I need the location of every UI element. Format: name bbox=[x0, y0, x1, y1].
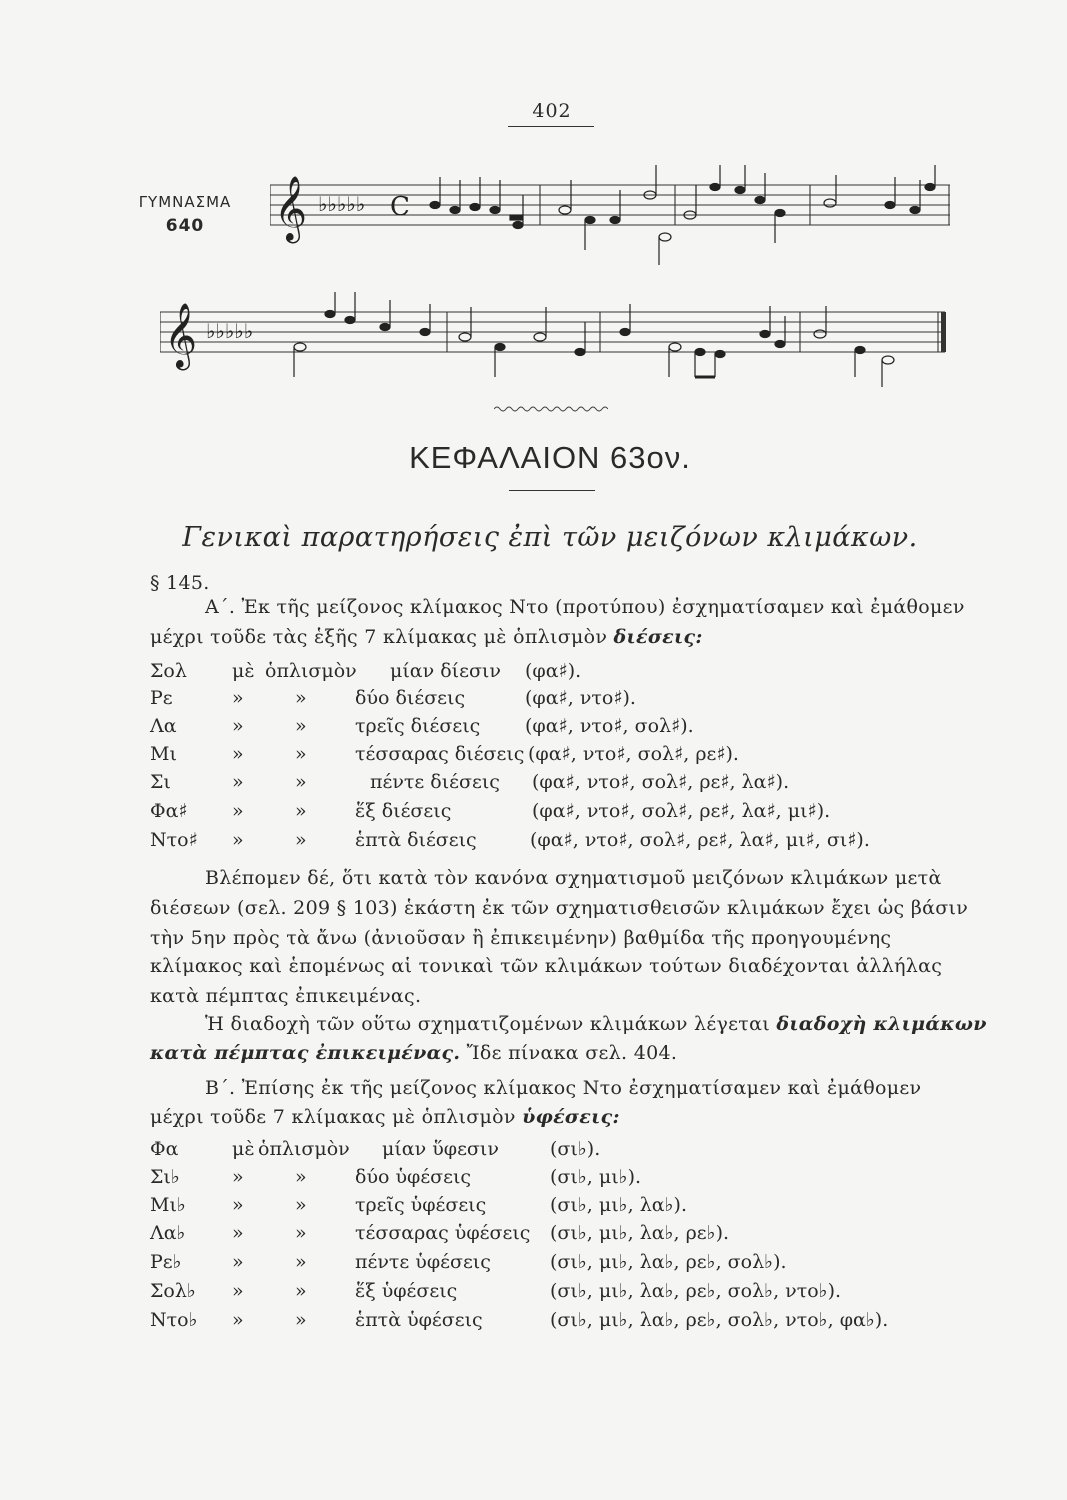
accidental-list: (φα♯). bbox=[525, 660, 582, 682]
page-number: 402 bbox=[532, 100, 572, 122]
paragraph-line: κατὰ πέμπτας ἐπικειμένας. bbox=[150, 985, 422, 1007]
scale-name: Λα♭ bbox=[150, 1222, 186, 1244]
ditto-2: » bbox=[295, 687, 307, 709]
accidental-count: ἑπτὰ διέσεις bbox=[355, 829, 477, 851]
section-heading: Γενικαὶ παρατηρήσεις ἐπὶ τῶν μειζόνων κλιμάκων. bbox=[182, 522, 918, 553]
accidental-list: (φα♯, ντο♯, σολ♯, ρε♯, λα♯, μι♯). bbox=[532, 800, 831, 822]
accidental-count: πέντε διέσεις bbox=[370, 771, 500, 793]
accidental-count: ἑπτὰ ὑφέσεις bbox=[355, 1309, 483, 1331]
part-a-line2-text: μέχρι τοῦδε τὰς ἑξῆς 7 κλίμακας μὲ ὁπλισμὸν bbox=[150, 626, 608, 648]
ditto-2: » bbox=[295, 1309, 307, 1331]
table-row bbox=[150, 829, 980, 857]
paragraph-line: τὴν 5ην πρὸς τὰ ἄνω (ἀνιοῦσαν ἢ ἐπικειμένην) βαθμίδα τῆς προηγουμένης bbox=[150, 927, 892, 949]
accidental-count: μίαν δίεσιν bbox=[390, 660, 501, 682]
scale-name: Φα bbox=[150, 1138, 179, 1160]
paragraph-line: κλίμακος καὶ ἑπομένως αἱ τονικαὶ τῶν κλιμάκων τούτων διαδέχονται ἀλλήλας bbox=[150, 955, 943, 977]
accidental-list: (σι♭, μι♭, λα♭, ρε♭, σολ♭, ντο♭, φα♭). bbox=[550, 1309, 889, 1331]
accidental-list: (σι♭, μι♭, λα♭, ρε♭). bbox=[550, 1222, 730, 1244]
flat-key-signature-icon: ♭♭♭♭♭ bbox=[206, 319, 254, 343]
ditto-2: » bbox=[295, 743, 307, 765]
scale-name: Σολ bbox=[150, 660, 187, 682]
exercise-number: 640 bbox=[165, 216, 205, 236]
part-b-line2-bold: ὑφέσεις: bbox=[522, 1106, 620, 1128]
table-row bbox=[150, 771, 980, 799]
table-row bbox=[150, 743, 980, 771]
scale-name: Ντο♭ bbox=[150, 1309, 198, 1331]
table-row bbox=[150, 1280, 980, 1308]
exercise-title: ΓΥΜΝΑΣΜΑ bbox=[138, 193, 232, 211]
scale-name: Φα♯ bbox=[150, 800, 188, 822]
paragraph-line: Βλέπομεν δέ, ὅτι κατὰ τὸν κανόνα σχηματισμοῦ μειζόνων κλιμάκων μετὰ bbox=[205, 867, 942, 889]
scale-name: Σι♭ bbox=[150, 1166, 180, 1188]
page-number-rule bbox=[508, 126, 594, 127]
accidental-count: δύο ὑφέσεις bbox=[355, 1166, 472, 1188]
ditto-1: » bbox=[232, 1222, 244, 1244]
accidental-list: (φα♯, ντο♯, σολ♯). bbox=[525, 715, 694, 737]
table-row bbox=[150, 800, 980, 828]
part-b-line2-text: μέχρι τοῦδε 7 κλίμακας μὲ ὁπλισμὸν bbox=[150, 1106, 516, 1128]
scale-name: Ντο♯ bbox=[150, 829, 198, 851]
table-row bbox=[150, 1309, 980, 1337]
table-row bbox=[150, 1138, 980, 1166]
ditto-2: ὁπλισμὸν bbox=[265, 660, 357, 682]
ditto-1: » bbox=[232, 715, 244, 737]
part-a-line2-bold: διέσεις: bbox=[613, 626, 703, 648]
scale-name: Ρε♭ bbox=[150, 1251, 182, 1273]
accidental-count: τρεῖς διέσεις bbox=[355, 715, 481, 737]
table-row bbox=[150, 715, 980, 743]
table-row bbox=[150, 1194, 980, 1222]
ditto-2: » bbox=[295, 1251, 307, 1273]
accidental-list: (φα♯, ντο♯, σολ♯, ρε♯, λα♯, μι♯, σι♯). bbox=[530, 829, 870, 851]
treble-clef-icon: 𝄞 bbox=[164, 303, 198, 368]
ditto-2: » bbox=[295, 1280, 307, 1302]
accidental-list: (σι♭, μι♭, λα♭). bbox=[550, 1194, 687, 1216]
table-row bbox=[150, 1166, 980, 1194]
ditto-2: » bbox=[295, 715, 307, 737]
paragraph-2-reference: Ἴδε πίνακα σελ. 404. bbox=[466, 1042, 678, 1064]
scale-name: Μι♭ bbox=[150, 1194, 186, 1216]
music-staff-1 bbox=[270, 165, 955, 275]
chapter-rule bbox=[509, 490, 595, 491]
table-row bbox=[150, 660, 980, 688]
ditto-2: » bbox=[295, 800, 307, 822]
accidental-list: (σι♭, μι♭, λα♭, ρε♭, σολ♭). bbox=[550, 1251, 787, 1273]
accidental-count: ἕξ διέσεις bbox=[355, 800, 452, 822]
ditto-1: μὲ bbox=[232, 660, 255, 682]
paragraph-2-line1 bbox=[205, 1013, 1025, 1035]
ditto-2: » bbox=[295, 1166, 307, 1188]
ditto-2: » bbox=[295, 771, 307, 793]
ditto-1: » bbox=[232, 1166, 244, 1188]
scale-name: Μι bbox=[150, 743, 177, 765]
paragraph-2-term: διαδοχὴ κλιμάκων bbox=[776, 1013, 987, 1035]
accidental-count: τέσσαρας ὑφέσεις bbox=[355, 1222, 531, 1244]
accidental-list: (σι♭). bbox=[550, 1138, 601, 1160]
accidental-list: (σι♭, μι♭). bbox=[550, 1166, 642, 1188]
paragraph-line: διέσεων (σελ. 209 § 103) ἑκάστη ἐκ τῶν σχηματισθεισῶν κλιμάκων ἔχει ὡς βάσιν bbox=[150, 897, 969, 919]
accidental-count: τρεῖς ὑφέσεις bbox=[355, 1194, 487, 1216]
ditto-2: ὁπλισμὸν bbox=[258, 1138, 350, 1160]
ditto-1: » bbox=[232, 771, 244, 793]
notes-group-2 bbox=[294, 292, 894, 387]
accidental-list: (φα♯, ντο♯, σολ♯, ρε♯, λα♯). bbox=[532, 771, 790, 793]
ditto-1: » bbox=[232, 800, 244, 822]
flat-key-signature-icon: ♭♭♭♭♭ bbox=[318, 192, 366, 216]
common-time-icon: C bbox=[390, 192, 410, 222]
ditto-1: μὲ bbox=[232, 1138, 255, 1160]
accidental-list: (φα♯, ντο♯, σολ♯, ρε♯). bbox=[528, 743, 739, 765]
paragraph-2-term-cont: κατὰ πέμπτας ἐπικειμένας. bbox=[150, 1042, 461, 1064]
ditto-2: » bbox=[295, 829, 307, 851]
scale-name: Ρε bbox=[150, 687, 173, 709]
exercise-label bbox=[120, 190, 250, 238]
section-number: § 145. bbox=[150, 572, 210, 594]
table-row bbox=[150, 1222, 980, 1250]
ditto-1: » bbox=[232, 1309, 244, 1331]
scale-name: Λα bbox=[150, 715, 177, 737]
part-b-line1: Β΄. Ἐπίσης ἐκ τῆς μείζονος κλίμακος Ντο ἐσχηματίσαμεν καὶ ἐμάθομεν bbox=[205, 1077, 922, 1099]
part-a-line1: Α΄. Ἐκ τῆς μείζονος κλίμακος Ντο (προτύπου) ἐσχηματίσαμεν καὶ ἐμάθομεν bbox=[205, 596, 965, 618]
part-a-line2 bbox=[150, 626, 970, 648]
ditto-1: » bbox=[232, 743, 244, 765]
accidental-count: μίαν ὕφεσιν bbox=[382, 1138, 499, 1160]
ditto-1: » bbox=[232, 687, 244, 709]
paragraph-2-line2 bbox=[150, 1042, 970, 1064]
accidental-count: δύο διέσεις bbox=[355, 687, 466, 709]
ditto-1: » bbox=[232, 1251, 244, 1273]
table-row bbox=[150, 1251, 980, 1279]
treble-clef-icon: 𝄞 bbox=[274, 176, 308, 241]
paragraph-2-text: Ἡ διαδοχὴ τῶν οὕτω σχηματιζομένων κλιμάκων λέγεται bbox=[205, 1013, 770, 1035]
accidental-count: πέντε ὑφέσεις bbox=[355, 1251, 491, 1273]
table-row bbox=[150, 687, 980, 715]
ditto-1: » bbox=[232, 1194, 244, 1216]
ditto-2: » bbox=[295, 1222, 307, 1244]
part-b-line2 bbox=[150, 1106, 970, 1128]
accidental-count: ἕξ ὑφέσεις bbox=[355, 1280, 458, 1302]
accidental-list: (φα♯, ντο♯). bbox=[525, 687, 636, 709]
music-staff-2 bbox=[160, 292, 955, 402]
wavy-divider bbox=[494, 402, 608, 416]
ditto-2: » bbox=[295, 1194, 307, 1216]
ditto-1: » bbox=[232, 829, 244, 851]
ditto-1: » bbox=[232, 1280, 244, 1302]
accidental-list: (σι♭, μι♭, λα♭, ρε♭, σολ♭, ντο♭). bbox=[550, 1280, 842, 1302]
scale-name: Σι bbox=[150, 771, 171, 793]
chapter-title: ΚΕΦΑΛΑΙΟΝ 63ον. bbox=[409, 440, 691, 475]
accidental-count: τέσσαρας διέσεις bbox=[355, 743, 525, 765]
scale-name: Σολ♭ bbox=[150, 1280, 196, 1302]
